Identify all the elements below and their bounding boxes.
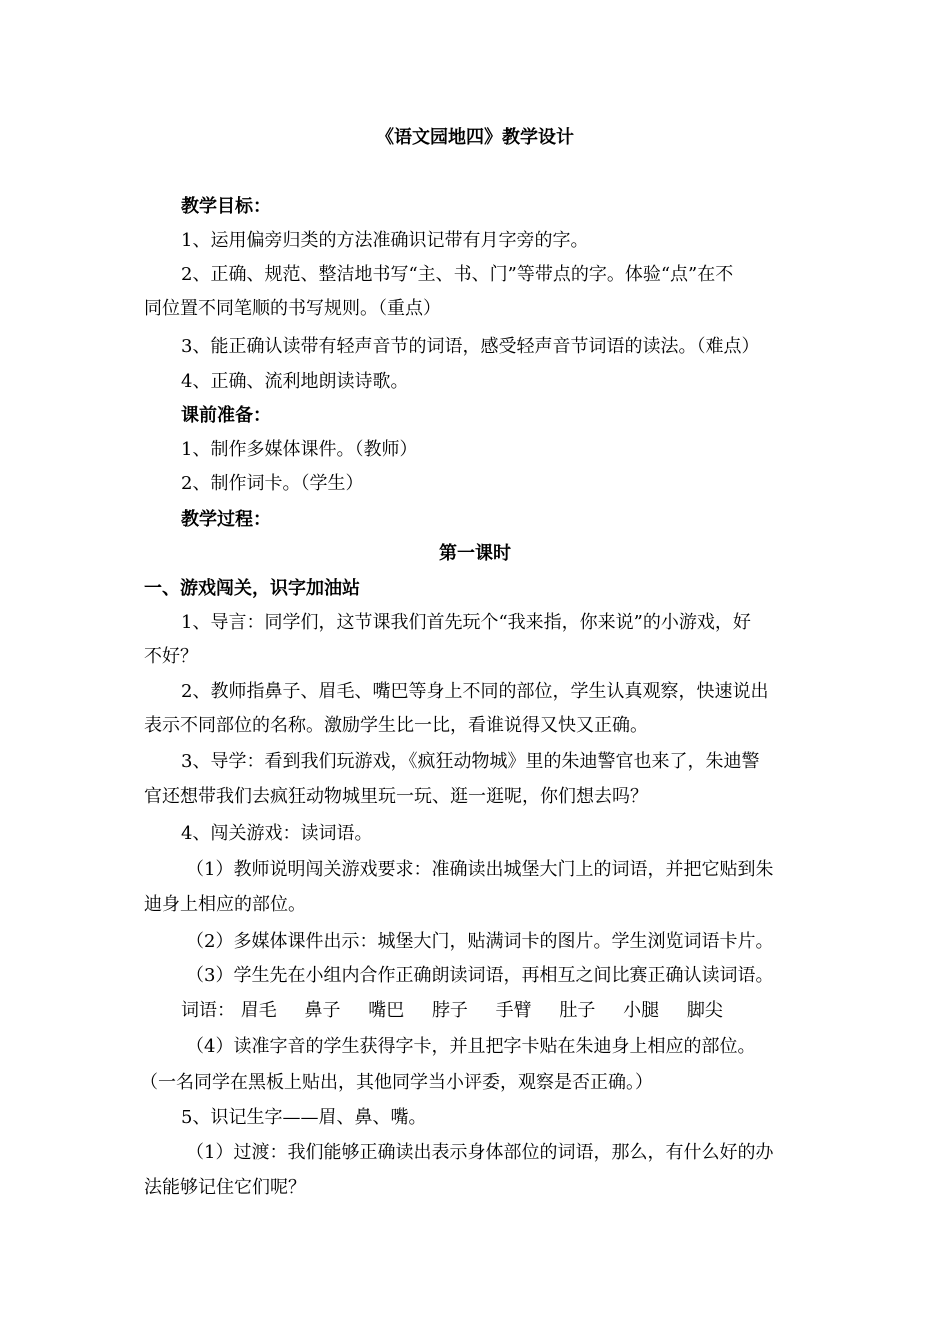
heading-process: 教学过程： [181,509,271,530]
prep-2: 2、制作词卡。（学生） [181,473,364,494]
word-list-label: 词语： [181,1000,235,1021]
heading-teaching-goals: 教学目标： [181,196,271,217]
step-4-3: （3）学生先在小组内合作正确朗读词语，再相互之间比赛正确认读词语。 [186,965,774,986]
step-5: 5、识记生字——眉、鼻、嘴。 [181,1107,427,1128]
word-item: 手臂 [495,1000,532,1021]
word-item: 嘴巴 [368,1000,405,1021]
section-1-heading: 一、游戏闯关，识字加油站 [144,578,360,599]
word-list [181,999,723,1023]
document-title: 《语文园地四》教学设计 [376,127,574,148]
heading-preparation: 课前准备： [181,405,271,426]
word-item: 鼻子 [304,1000,341,1021]
step-3-line-2: 官还想带我们去疯狂动物城里玩一玩、逛一逛呢，你们想去吗？ [144,786,648,807]
prep-1: 1、制作多媒体课件。（教师） [181,439,418,460]
step-2-line-2: 表示不同部位的名称。激励学生比一比，看谁说得又快又正确。 [144,715,648,736]
step-5-1-line-1: （1）过渡：我们能够正确读出表示身体部位的词语，那么，有什么好的办 [186,1142,774,1163]
step-4-4-note: （一名同学在黑板上贴出，其他同学当小评委，观察是否正确。） [140,1072,653,1093]
goal-2-line-2: 同位置不同笔顺的书写规则。（重点） [144,298,441,319]
step-5-1-line-2: 法能够记住它们呢？ [144,1177,306,1198]
step-3-line-1: 3、导学：看到我们玩游戏，《疯狂动物城》里的朱迪警官也来了，朱迪警 [181,751,760,772]
step-1-line-2: 不好？ [144,646,198,667]
lesson-heading: 第一课时 [439,543,511,564]
goal-1: 1、运用偏旁归类的方法准确识记带有月字旁的字。 [181,230,589,251]
step-4-1-line-2: 迪身上相应的部位。 [144,894,306,915]
word-item: 脖子 [431,1000,468,1021]
step-1-line-1: 1、导言：同学们，这节课我们首先玩个“我来指，你来说”的小游戏，好 [181,612,751,633]
step-4-1-line-1: （1）教师说明闯关游戏要求：准确读出城堡大门上的词语，并把它贴到朱 [186,859,774,880]
step-4: 4、闯关游戏：读词语。 [181,823,373,844]
word-item: 眉毛 [240,1000,277,1021]
goal-2-line-1: 2、正确、规范、整洁地书写“主、书、门”等带点的字。体验“点”在不 [181,264,734,285]
word-item: 肚子 [559,1000,596,1021]
step-2-line-1: 2、教师指鼻子、眉毛、嘴巴等身上不同的部位，学生认真观察，快速说出 [181,681,769,702]
goal-4: 4、正确、流利地朗读诗歌。 [181,371,409,392]
step-4-2: （2）多媒体课件出示：城堡大门，贴满词卡的图片。学生浏览词语卡片。 [186,931,774,952]
goal-3: 3、能正确认读带有轻声音节的词语，感受轻声音节词语的读法。（难点） [181,336,760,357]
word-item: 小腿 [623,1000,660,1021]
word-item: 脚尖 [686,1000,723,1021]
step-4-4: （4）读准字音的学生获得字卡，并且把字卡贴在朱迪身上相应的部位。 [186,1036,756,1057]
